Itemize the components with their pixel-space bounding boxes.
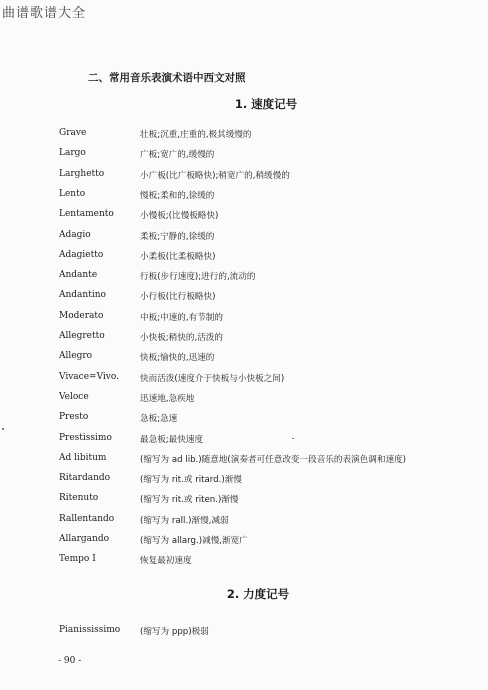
term-italian: Lento xyxy=(59,188,86,199)
term-meaning: 中板;中速的,有节制的 xyxy=(140,312,223,323)
term-meaning: 快板;愉快的,迅速的 xyxy=(140,353,215,364)
term-italian: Presto xyxy=(59,412,89,423)
term-row xyxy=(0,433,488,449)
term-meaning: 柔板;宁静的,徐缓的 xyxy=(140,231,215,242)
term-meaning: 最急板;最快速度 xyxy=(140,434,204,445)
term-row xyxy=(0,554,488,570)
term-row xyxy=(0,392,488,408)
term-italian: Andante xyxy=(59,270,98,281)
term-row xyxy=(0,453,488,469)
term-row xyxy=(0,230,488,246)
term-row xyxy=(0,473,488,489)
term-row xyxy=(0,270,488,286)
term-italian: Ritardando xyxy=(59,473,111,484)
term-italian: Tempo Ⅰ xyxy=(59,554,96,565)
term-meaning: 小柔板(比柔板略快) xyxy=(140,251,216,262)
term-italian: Veloce xyxy=(59,391,89,402)
term-row xyxy=(0,250,488,266)
term-meaning: (缩写为 rall.)渐慢,减弱 xyxy=(140,515,229,526)
term-meaning: 小广板(比广板略快);稍宽广的,稍缓慢的 xyxy=(140,170,290,181)
term-italian: Largo xyxy=(59,148,86,159)
term-italian: Larghetto xyxy=(59,168,105,179)
term-italian: Allargando xyxy=(59,534,110,544)
term-italian: Lentamento xyxy=(59,209,114,220)
term-meaning: 急板;急速 xyxy=(140,414,178,425)
term-meaning: 小慢板;(比慢板略快) xyxy=(140,211,219,222)
term-meaning: (缩写为 rit.或 ritard.)渐慢 xyxy=(140,475,242,486)
term-row xyxy=(0,331,488,347)
term-row xyxy=(0,351,488,367)
term-row xyxy=(0,372,488,388)
term-meaning: (缩写为 ppp)极弱 xyxy=(140,627,209,637)
term-meaning: (缩写为 ad lib.)随意地(演奏者可任意改变一段音乐的表演色调和速度) xyxy=(140,454,406,465)
term-italian: Allegro xyxy=(59,351,93,362)
section-title-tempo: 1. 速度记号 xyxy=(234,97,298,111)
term-meaning: (缩写为 allarg.)减慢,渐宽广 xyxy=(140,536,248,546)
term-italian: Pianississimo xyxy=(59,625,121,635)
term-row xyxy=(0,412,488,428)
term-italian: Ritenuto xyxy=(59,493,99,504)
term-meaning: 恢复最初速度 xyxy=(140,556,192,567)
header-stamp: 曲谱歌谱大全 xyxy=(2,6,87,21)
term-row xyxy=(0,209,488,225)
term-row xyxy=(0,290,488,306)
term-meaning: 慢板;柔和的,徐缓的 xyxy=(140,190,215,201)
term-row xyxy=(0,534,488,550)
term-row xyxy=(0,493,488,509)
term-meaning: 小行板(比行板略快) xyxy=(140,292,216,303)
term-meaning: 小快板;稍快的,活泼的 xyxy=(140,333,223,343)
scan-speck xyxy=(292,438,294,439)
term-row xyxy=(0,625,488,641)
term-italian: Andantino xyxy=(59,290,106,301)
term-meaning: 壮板;沉重,庄重的,极其缓慢的 xyxy=(140,130,252,140)
term-meaning: (缩写为 rit.或 riten.)渐慢 xyxy=(140,495,239,506)
term-italian: Allegretto xyxy=(59,331,105,341)
term-row xyxy=(0,311,488,327)
term-row xyxy=(0,148,488,164)
scan-speck xyxy=(2,428,4,430)
term-italian: Moderato xyxy=(59,310,104,321)
term-meaning: 行板(步行速度);进行的,流动的 xyxy=(140,272,256,283)
term-italian: Grave xyxy=(59,128,87,138)
term-row xyxy=(0,128,488,144)
page-number: - 90 - xyxy=(58,656,82,666)
term-row xyxy=(0,514,488,530)
term-row xyxy=(0,169,488,185)
term-meaning: 广板;宽广的,缓慢的 xyxy=(140,150,215,161)
term-italian: Prestissimo xyxy=(59,432,112,443)
section-title-dynamics: 2. 力度记号 xyxy=(226,587,290,601)
term-italian: Adagio xyxy=(59,229,91,240)
term-italian: Vivace=Vivo. xyxy=(59,371,120,382)
term-row xyxy=(0,189,488,205)
term-meaning: 快而活泼(速度介于快板与小快板之间) xyxy=(140,373,285,384)
term-italian: Rallentando xyxy=(59,513,115,524)
part-title: 二、常用音乐表演术语中西文对照 xyxy=(88,72,246,84)
term-meaning: 迅速地,急疾地 xyxy=(140,393,195,404)
term-italian: Ad libitum xyxy=(59,452,107,463)
term-italian: Adagietto xyxy=(59,249,104,260)
